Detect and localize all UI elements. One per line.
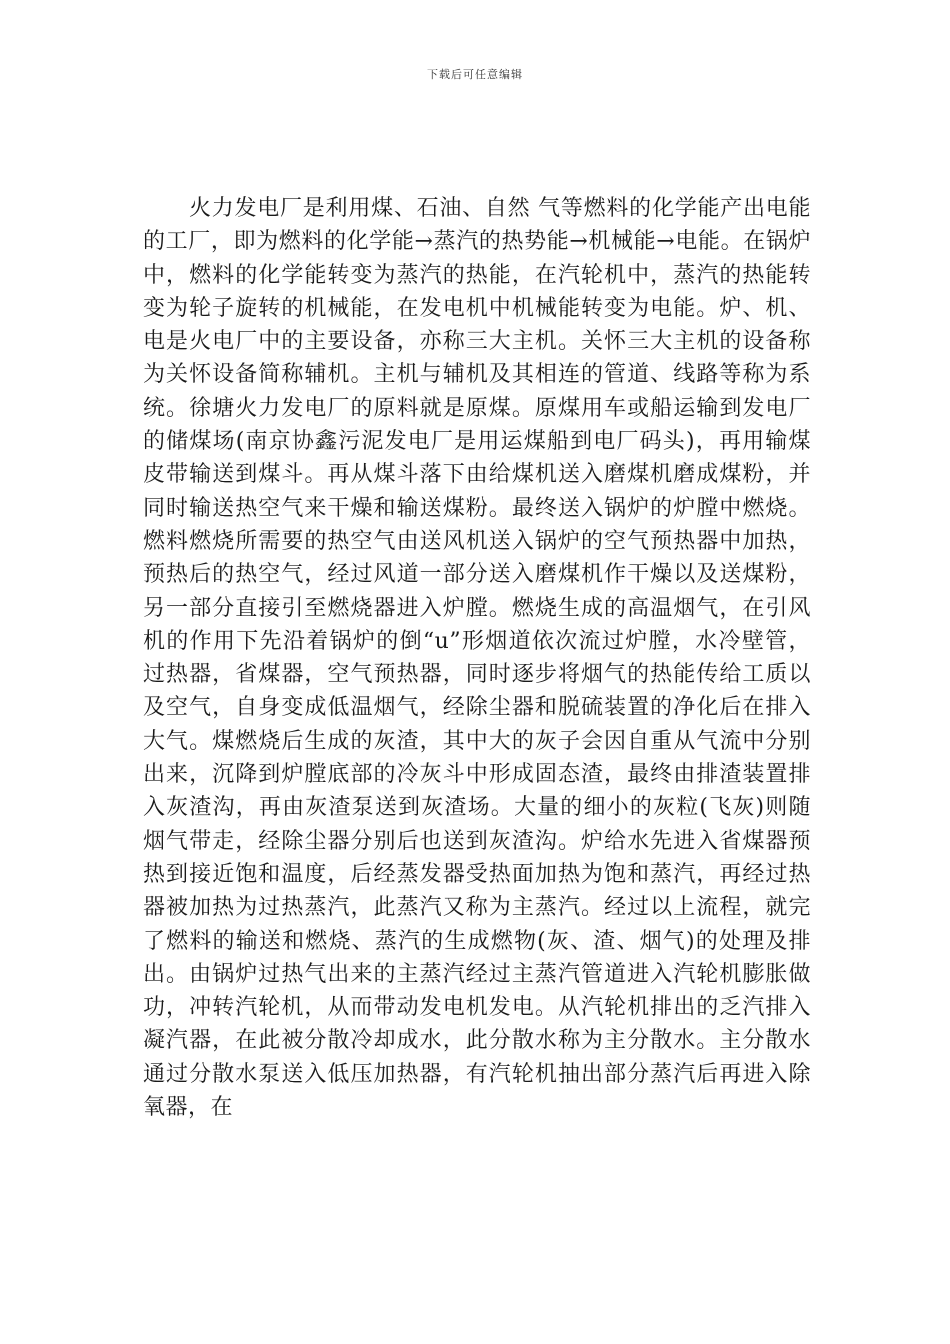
body-paragraph: 火力发电厂是利用煤、石油、自然 气等燃料的化学能产出电能的工厂，即为燃料的化学能→蒸汽的热势能→机械能→电能。在锅炉中，燃料的化学能转变为蒸汽的热能，在汽轮机中，蒸汽的热能转变为轮子旋转的机械能，在发电机中机械能转变为电能。炉、机、电是火电厂中的主要设备，亦称三大主机。关怀三大主机的设备称为关怀设备简称辅机。主机与辅机及其相连的管道、线路等称为系统。徐塘火力发电厂的原料就是原煤。原煤用车或船运输到发电厂的储煤场(南京协鑫污泥发电厂是用运煤船到电厂码头)，再用输煤皮带输送到煤斗。再从煤斗落下由给煤机送入磨煤机磨成煤粉，并同时输送热空气来干燥和输送煤粉。最终送入锅炉的炉膛中燃烧。燃料燃烧所需要的热空气由送风机送入锅炉的空气预热器中加热，预热后的热空气，经过风道一部分送入磨煤机作干燥以及送煤粉，另一部分直接引至燃烧器进入炉膛。燃烧生成的高温烟气，在引风机的作用下先沿着锅炉的倒“u”形烟道依次流过炉膛，水冷壁管，过热器，省煤器，空气预热器，同时逐步将烟气的热能传给工质以及空气，自身变成低温烟气，经除尘器和脱硫装置的净化后在排入大气。煤燃烧后生成的灰渣，其中大的灰子会因自重从气流中分别出来，沉降到炉膛底部的冷灰斗中形成固态渣，最终由排渣装置排入灰渣沟，再由灰渣泵送到灰渣场。大量的细小的灰粒(飞灰)则随烟气带走，经除尘器分别后也送到灰渣沟。炉给水先进入省煤器预热到接近饱和温度，后经蒸发器受热面加热为饱和蒸汽，再经过热器被加热为过热蒸汽，此蒸汽又称为主蒸汽。经过以上流程，就完了燃料的输送和燃烧、蒸汽的生成燃物(灰、渣、烟气)的处理及排出。由锅炉过热气出来的主蒸汽经过主蒸汽管道进入汽轮机膨胀做功，冲转汽轮机，从而带动发电机发电。从汽轮机排出的乏汽排入凝汽器，在此被分散冷却成水，此分散水称为主分散水。主分散水通过分散水泵送入低压加热器，有汽轮机抽出部分蒸汽后再进入除氧器，在 [143, 196, 811, 1121]
document-body [143, 192, 811, 1124]
header-note: 下载后可任意编辑 [427, 68, 523, 81]
